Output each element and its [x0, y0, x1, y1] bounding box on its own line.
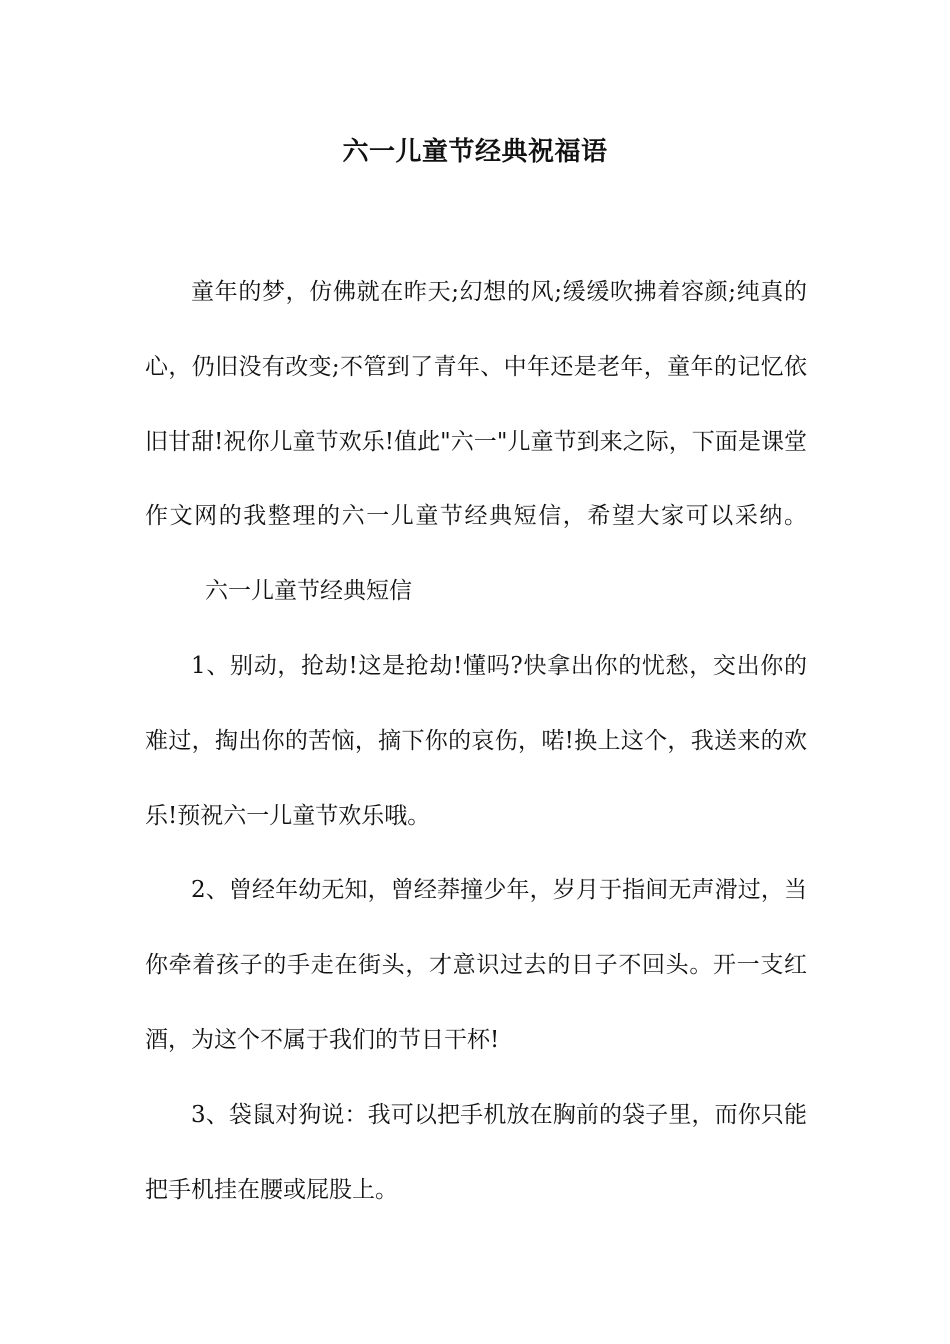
document-title: 六一儿童节经典祝福语 [342, 137, 608, 167]
intro-paragraph [145, 255, 807, 629]
list-item: 3、袋鼠对狗说：我可以把手机放在胸前的袋子里，而你只能把手机挂在腰或屁股上。 [145, 1101, 807, 1203]
document-body [145, 255, 807, 1227]
section-heading: 六一儿童节经典短信 [205, 578, 412, 605]
intro-text: 童年的梦，仿佛就在昨天;幻想的风;缓缓吹拂着容颜;纯真的心，仍旧没有改变;不管到了青年、中年还是老年，童年的记忆依旧甘甜!祝你儿童节欢乐!值此"六一"儿童节到来之际，下面是课堂作文网的我整理的六一儿童节经典短信，希望大家可以采纳。 [145, 279, 807, 530]
list-item: 2、曾经年幼无知，曾经莽撞少年，岁月于指间无声滑过，当你牵着孩子的手走在街头，才意识过去的日子不回头。开一支红酒，为这个不属于我们的节日干杯! [145, 877, 807, 1053]
list-item: 1、别动，抢劫!这是抢劫!懂吗?快拿出你的忧愁，交出你的难过，掏出你的苦恼，摘下你的哀伤，喏!换上这个，我送来的欢乐!预祝六一儿童节欢乐哦。 [145, 652, 807, 829]
